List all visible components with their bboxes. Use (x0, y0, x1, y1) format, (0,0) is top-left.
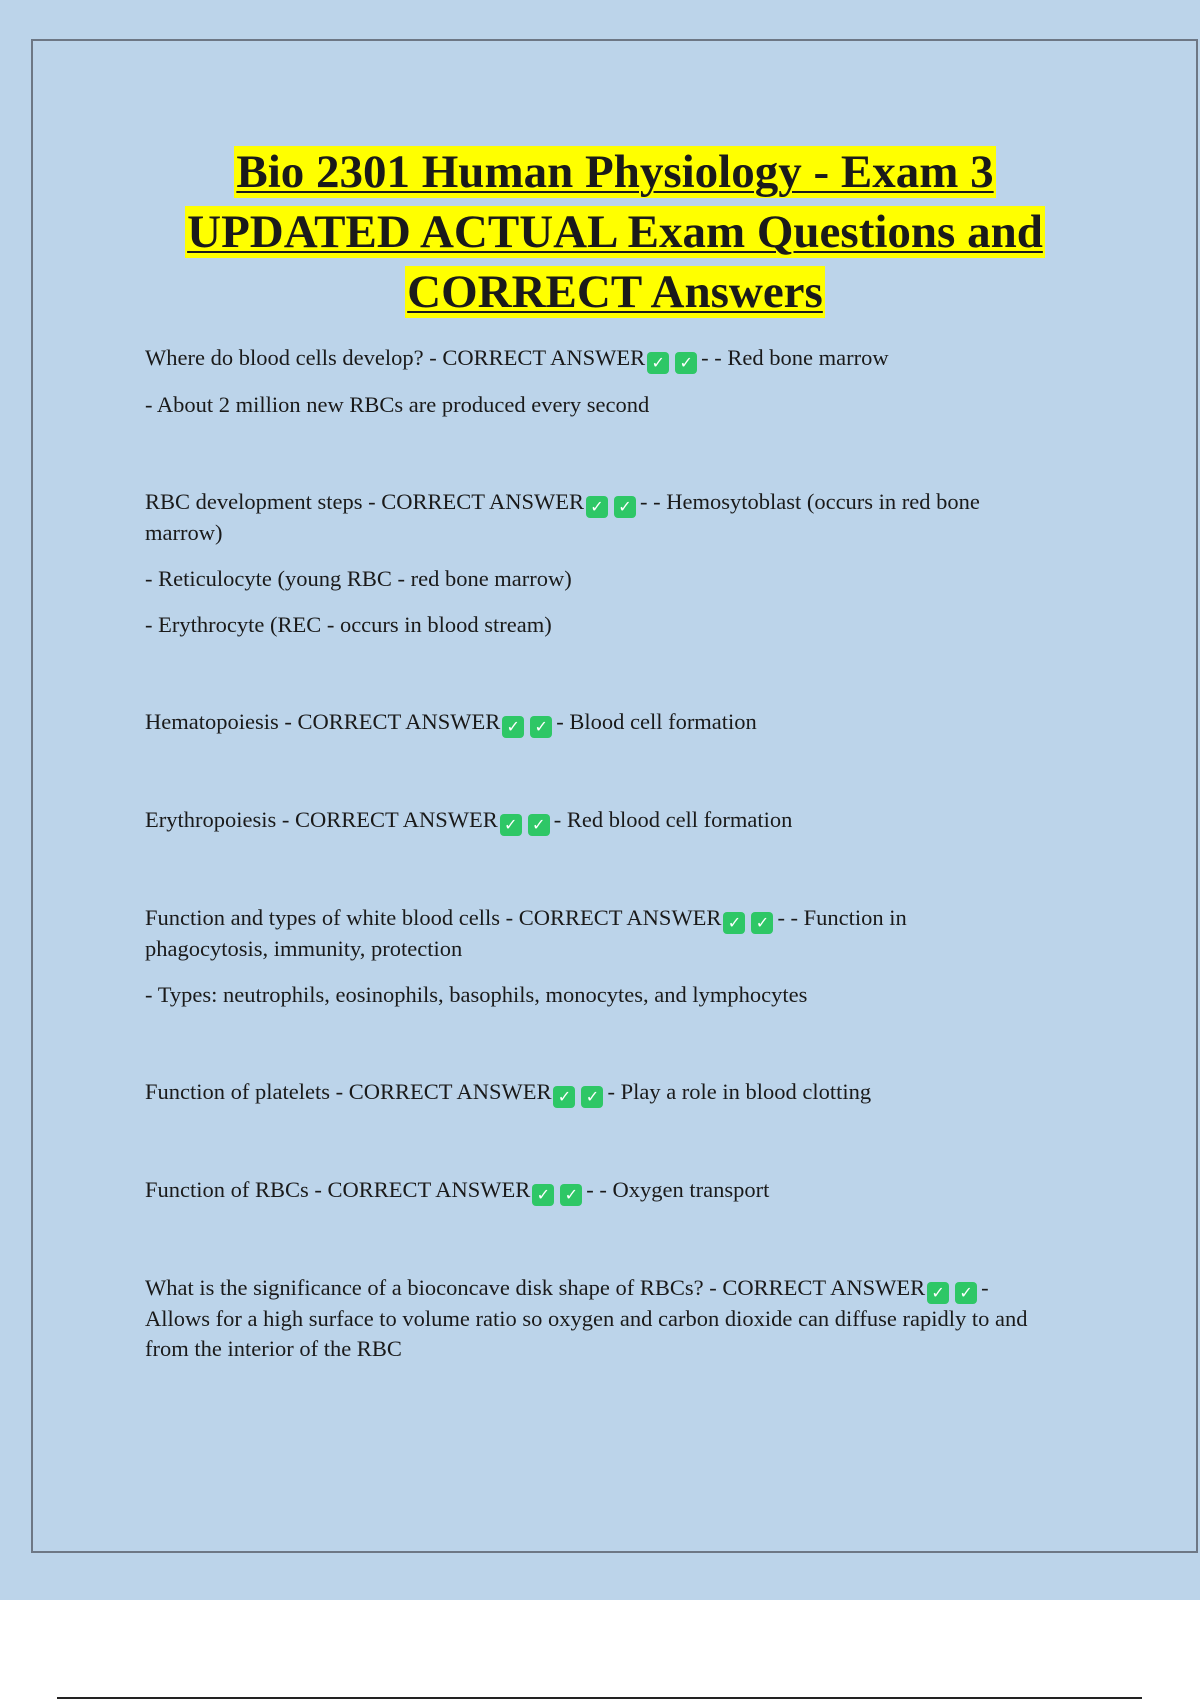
qa-item (145, 487, 1075, 640)
answer-extra-line: - Reticulocyte (young RBC - red bone marrow) (145, 566, 572, 591)
answer-extra-line: - About 2 million new RBCs are produced every second (145, 392, 650, 417)
qa-list (145, 343, 1075, 1431)
question-text: Where do blood cells develop? - CORRECT ANSWER (145, 345, 646, 370)
qa-question-line (145, 707, 1075, 738)
check-mark-button-icon: ✓ (586, 496, 608, 518)
check-mark-button-icon: ✓ (560, 1184, 582, 1206)
answer-continuation: Allows for a high surface to volume ratio so oxygen and carbon dioxide can diffuse rapidly to and from the interior of the RBC (145, 1306, 1028, 1361)
check-mark-button-icon: ✓ (528, 814, 550, 836)
answer-text: - - Hemosytoblast (occurs in red bone (639, 489, 980, 514)
answer-extra-line: - Erythrocyte (REC - occurs in blood stream) (145, 612, 552, 637)
question-text: What is the significance of a bioconcave disk shape of RBCs? - CORRECT ANSWER (145, 1275, 926, 1300)
answer-continuation: phagocytosis, immunity, protection (145, 936, 463, 961)
qa-item (145, 707, 1075, 738)
answer-text: - - Function in (777, 905, 907, 930)
check-mark-button-icon: ✓ (581, 1086, 603, 1108)
question-text: Function of RBCs - CORRECT ANSWER (145, 1177, 531, 1202)
check-mark-button-icon: ✓ (675, 352, 697, 374)
check-mark-button-icon: ✓ (955, 1282, 977, 1304)
footer-divider (57, 1697, 1142, 1699)
check-mark-button-icon: ✓ (614, 496, 636, 518)
qa-question-line (145, 1077, 1075, 1108)
answer-continuation: marrow) (145, 520, 223, 545)
question-text: Function of platelets - CORRECT ANSWER (145, 1079, 552, 1104)
check-mark-button-icon: ✓ (530, 716, 552, 738)
answer-extra-line: - Types: neutrophils, eosinophils, basophils, monocytes, and lymphocytes (145, 982, 808, 1007)
qa-question-line (145, 343, 1075, 374)
document-title (100, 142, 1130, 322)
qa-item (145, 1175, 1075, 1206)
qa-question-line (145, 903, 1075, 964)
check-mark-button-icon: ✓ (553, 1086, 575, 1108)
qa-question-line (145, 487, 1075, 548)
answer-text: - Play a role in blood clotting (607, 1079, 872, 1104)
check-mark-button-icon: ✓ (532, 1184, 554, 1206)
answer-text: - - Oxygen transport (586, 1177, 770, 1202)
answer-text: - Blood cell formation (556, 709, 757, 734)
check-mark-button-icon: ✓ (647, 352, 669, 374)
check-mark-button-icon: ✓ (723, 912, 745, 934)
qa-item (145, 903, 1075, 1010)
question-text: Hematopoiesis - CORRECT ANSWER (145, 709, 501, 734)
qa-item (145, 1077, 1075, 1108)
check-mark-button-icon: ✓ (751, 912, 773, 934)
answer-text: - Red blood cell formation (553, 807, 793, 832)
title-line: Bio 2301 Human Physiology - Exam 3 (236, 146, 994, 198)
question-text: Function and types of white blood cells - CORRECT ANSWER (145, 905, 722, 930)
check-mark-button-icon: ✓ (502, 716, 524, 738)
question-text: RBC development steps - CORRECT ANSWER (145, 489, 584, 514)
answer-text: - - Red bone marrow (701, 345, 889, 370)
title-line: CORRECT Answers (407, 266, 823, 318)
qa-item (145, 1273, 1075, 1364)
title-line: UPDATED ACTUAL Exam Questions and (187, 206, 1043, 258)
answer-text: - (981, 1275, 989, 1300)
check-mark-button-icon: ✓ (500, 814, 522, 836)
qa-question-line (145, 805, 1075, 836)
qa-question-line (145, 1273, 1075, 1364)
qa-item (145, 805, 1075, 836)
question-text: Erythropoiesis - CORRECT ANSWER (145, 807, 498, 832)
qa-item (145, 343, 1075, 420)
check-mark-button-icon: ✓ (927, 1282, 949, 1304)
qa-question-line (145, 1175, 1075, 1206)
